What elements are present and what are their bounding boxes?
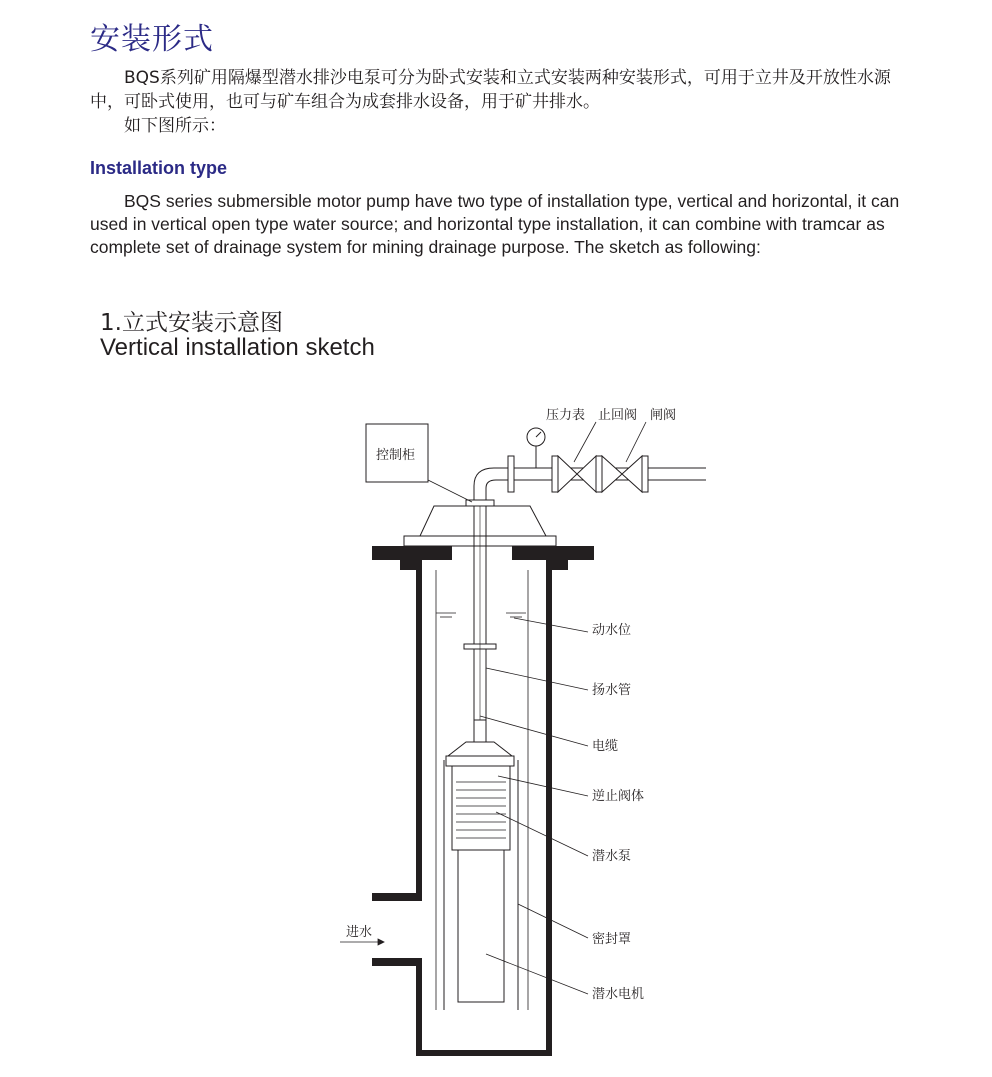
sketch-title-en: Vertical installation sketch	[100, 334, 375, 361]
section-heading-en: Installation type	[90, 158, 228, 178]
control-cabinet	[366, 424, 472, 502]
label-check-valve: 止回阀	[598, 408, 638, 423]
label-sealing-cover: 密封罩	[592, 932, 632, 947]
sketch-title-cn: 1.立式安装示意图	[100, 310, 283, 336]
label-gate-valve: 闸阀	[650, 408, 677, 423]
label-check-valve-body: 逆止阀体	[592, 789, 645, 804]
pump-assembly	[444, 720, 518, 1010]
label-submersible-motor: 潜水电机	[592, 987, 645, 1002]
label-cable: 电缆	[592, 739, 619, 754]
label-dynamic-water-level: 动水位	[592, 623, 632, 638]
label-submersible-pump: 潜水泵	[592, 849, 632, 864]
water-level-markers	[436, 613, 526, 617]
page-title: 安装形式	[90, 22, 214, 57]
label-control-cabinet: 控制柜	[376, 448, 416, 463]
surface-pipeline	[508, 428, 706, 492]
label-water-inlet: 进水	[346, 925, 373, 940]
intro-cn-paragraph: BQS系列矿用隔爆型潜水排沙电泵可分为卧式安装和立式安装两种安装形式，可用于立井及开放性水源中，可卧式使用，也可与矿车组合为成套排水设备，用于矿井排水。	[90, 68, 891, 112]
intro-cn-paragraph-2: 如下图所示：	[124, 116, 226, 136]
label-riser-pipe: 扬水管	[592, 683, 632, 698]
label-pressure-gauge: 压力表	[546, 408, 586, 423]
intro-en-paragraph: BQS series submersible motor pump have two type of installation type, vertical and horizontal, it can used in vertical open type water source; and horizontal type installation, it can combine with tramcar as complete set of drainage system for mining drainage purpose. The sketch as following:	[90, 191, 900, 257]
